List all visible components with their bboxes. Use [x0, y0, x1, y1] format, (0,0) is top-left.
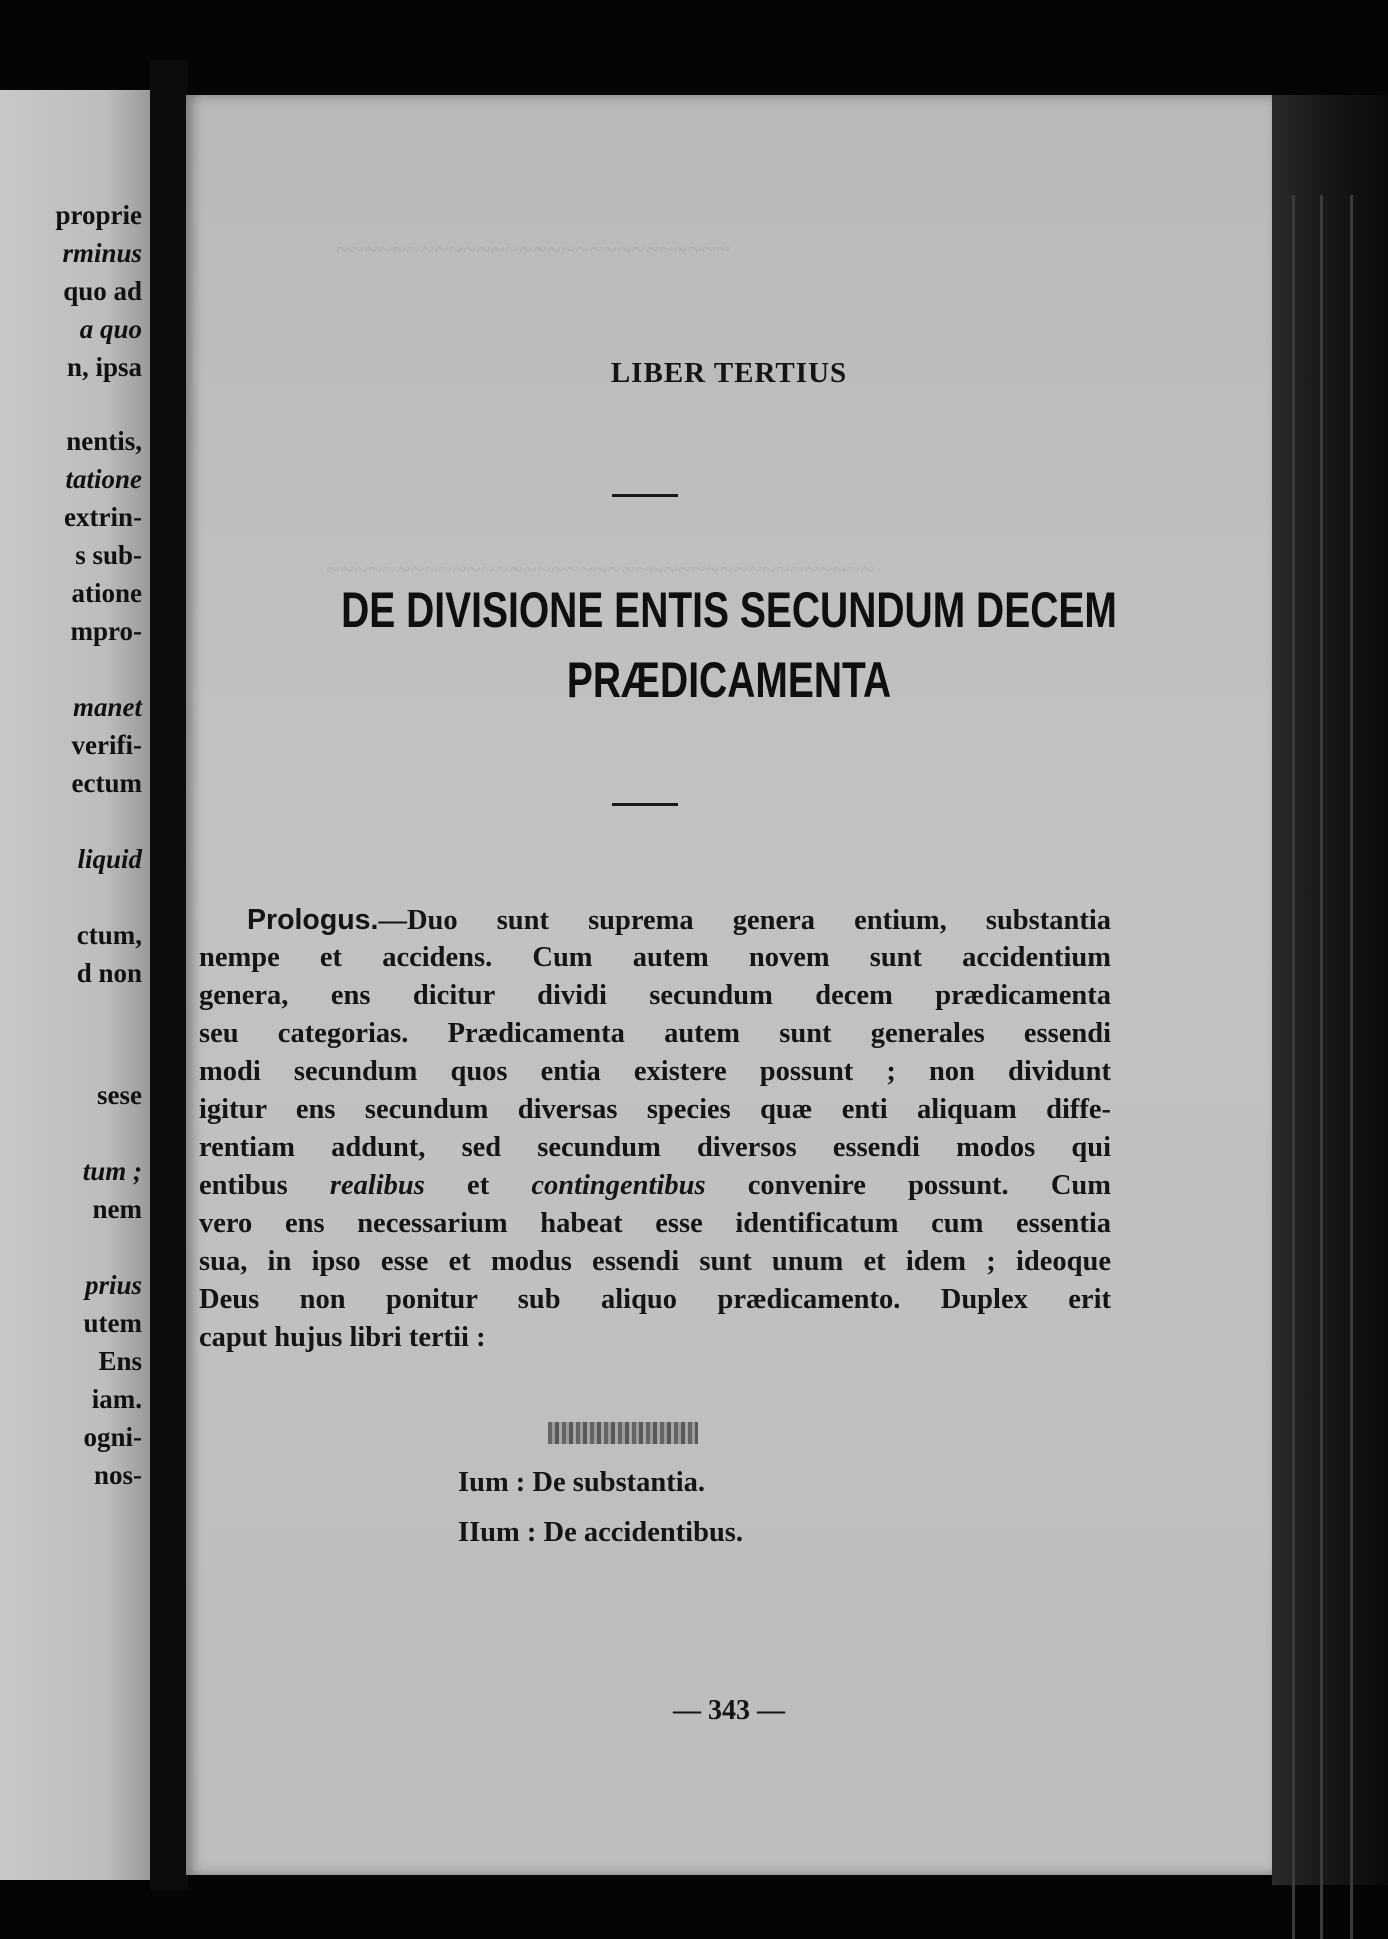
prologue-paragraph	[199, 901, 1111, 1357]
left-page-line: tum ;	[82, 1156, 142, 1186]
prologue-line-text: —Duo sunt suprema genera entium, substantia	[378, 905, 1111, 936]
left-page-line: atione	[71, 578, 142, 608]
prologue-line: igitur ens secundum diversas species quæ enti aliquam diffe-	[199, 1094, 1111, 1125]
rule-upper	[612, 494, 678, 497]
prologue-line: vero ens necessarium habeat esse identificatum cum essentia	[199, 1208, 1111, 1239]
left-page-line: verifi-	[71, 730, 142, 760]
prologue-line: modi secundum quos entia existere possunt ; non dividunt	[199, 1056, 1111, 1087]
bleed-through: ~~~~~~~~~~~~~~~~~~~~~~~~~~~~	[336, 235, 730, 264]
division-item-1: Ium : De substantia.	[458, 1467, 706, 1498]
left-page-line: ectum	[71, 768, 142, 798]
prologue-line: seu categorias. Prædicamenta autem sunt generales essendi	[199, 1018, 1111, 1049]
left-page-line: d non	[76, 958, 142, 988]
left-page-line: proprie	[55, 200, 142, 230]
left-page-line: manet	[72, 692, 142, 722]
prologue-text: et	[424, 1170, 532, 1201]
left-page-line: rminus	[62, 238, 142, 268]
italic-word-realibus: realibus	[329, 1170, 425, 1201]
book-right-edge	[1272, 95, 1388, 1885]
left-page-line: utem	[83, 1308, 142, 1338]
left-page-line: n, ipsa	[66, 352, 142, 382]
left-page-line: ogni-	[83, 1422, 142, 1452]
bleed-through: ~~~~~~~~~~~~~~~~~~~~~~~~~~~~~~~~~~~~~~~	[326, 555, 875, 584]
prologue-line: rentiam addunt, sed secundum diversos essendi modos qui	[199, 1132, 1111, 1163]
left-page-line: nem	[92, 1194, 142, 1224]
prologue-lead: Prologus.	[247, 904, 379, 936]
left-page-line: sese	[97, 1080, 142, 1110]
left-page-line: mpro-	[70, 616, 142, 646]
left-page-line: nos-	[93, 1460, 142, 1490]
left-page-line: prius	[84, 1270, 142, 1300]
prologue-line	[199, 1167, 1111, 1205]
rule-lower	[612, 803, 678, 806]
prologue-line: sua, in ipso esse et modus essendi sunt unum et idem ; ideoque	[199, 1246, 1111, 1277]
prologue-text: convenire possunt. Cum	[705, 1170, 1111, 1201]
prologue-line	[199, 901, 1111, 939]
page-edge-line	[1320, 195, 1323, 1939]
book-gutter	[150, 60, 188, 1890]
left-page-line: quo ad	[63, 276, 142, 306]
left-page-line: extrin-	[64, 502, 142, 532]
prologue-text: entibus	[199, 1170, 330, 1201]
left-page-fragment	[0, 90, 150, 1880]
left-page-line: s sub-	[75, 540, 142, 570]
left-page-line: tatione	[65, 464, 142, 494]
page-number: — 343 —	[673, 1695, 785, 1726]
prologue-last-line: caput hujus libri tertii :	[199, 1322, 486, 1353]
left-page-line: ctum,	[76, 920, 142, 950]
chapter-title-line-2: PRÆDICAMENTA	[566, 652, 892, 708]
left-page-line: iam.	[91, 1384, 142, 1414]
chapter-title-line-1: DE DIVISIONE ENTIS SECUNDUM DECEM	[341, 582, 1117, 638]
italic-word-contingentibus: contingentibus	[531, 1170, 706, 1201]
prologue-line: genera, ens dicitur dividi secundum decem prædicamenta	[199, 980, 1111, 1011]
ink-smudge	[548, 1422, 698, 1444]
left-page-line: nentis,	[66, 426, 142, 456]
division-item-2: IIum : De accidentibus.	[458, 1517, 744, 1548]
prologue-line: Deus non ponitur sub aliquo prædicamento. Duplex erit	[199, 1284, 1111, 1315]
left-page-line: a quo	[79, 314, 142, 344]
running-head: LIBER TERTIUS	[610, 357, 848, 389]
page-edge-line	[1292, 195, 1295, 1939]
main-page	[186, 95, 1272, 1875]
left-page-line: Ens	[98, 1346, 142, 1376]
left-page-line: liquid	[77, 844, 142, 874]
page-edge-line	[1350, 195, 1353, 1939]
prologue-line: nempe et accidens. Cum autem novem sunt accidentium	[199, 942, 1111, 973]
